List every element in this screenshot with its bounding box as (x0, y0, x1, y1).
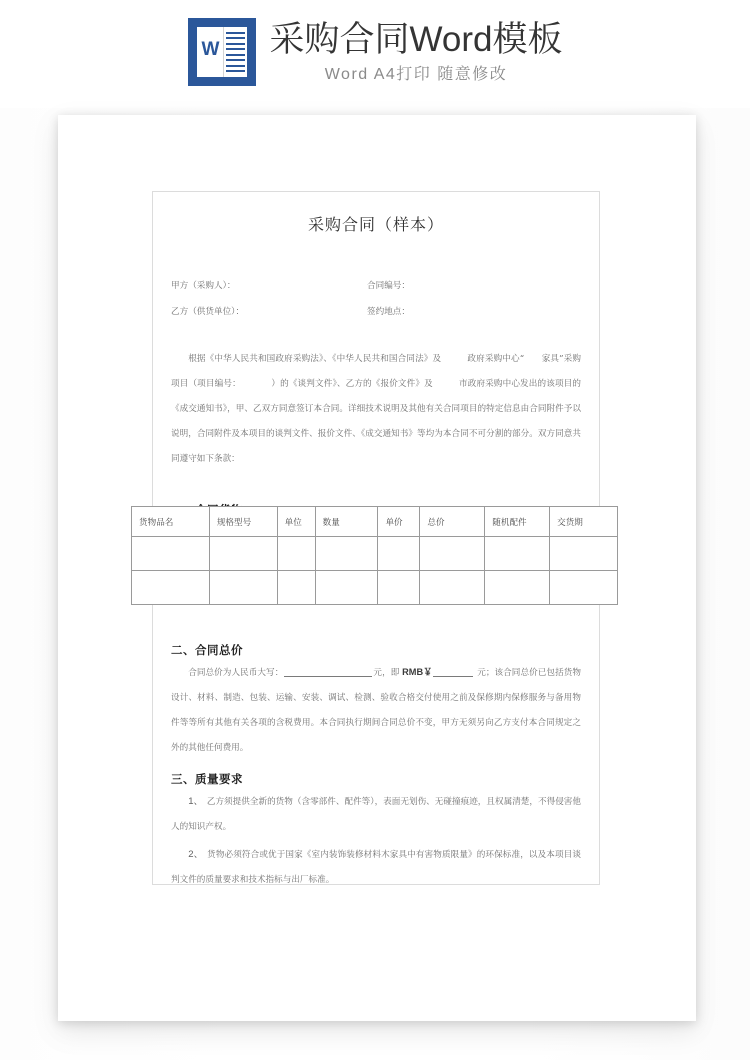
table-cell[interactable] (315, 571, 378, 605)
quality-item-text: 乙方须提供全新的货物（含零部件、配件等），表面无划伤、无碰撞痕迹，且权属清楚，不得侵害他人的知识产权。 (171, 797, 581, 832)
amount-blank-chinese (284, 676, 372, 677)
party-info-block (171, 273, 581, 325)
signing-place-label: 签约地点： (367, 307, 410, 317)
table-cell[interactable] (485, 571, 550, 605)
section-heading-total-price: 二、合同总价 (171, 643, 243, 657)
banner-text-group (270, 18, 563, 86)
table-cell[interactable] (209, 571, 277, 605)
rmb-symbol: RMB￥ (402, 667, 433, 677)
party-row (171, 299, 581, 325)
table-cell[interactable] (378, 571, 420, 605)
table-header-cell: 单价 (378, 507, 420, 537)
table-row (132, 537, 618, 571)
banner-inner (188, 18, 563, 86)
table-cell[interactable] (132, 571, 210, 605)
quality-item-number: 1、 (188, 796, 199, 807)
table-cell[interactable] (277, 571, 315, 605)
contract-number-label: 合同编号： (367, 281, 410, 291)
word-icon-letter: W (201, 39, 220, 60)
table-cell[interactable] (550, 537, 618, 571)
total-price-text-3: 元；该合同总价已包括货物设计、材料、制造、包装、运输、安装、调试、检测、验收合格交付使用之前及保修期内保修服务与备用物件等等所有其他有关各项的含税费用。本合同执行期间合同总价不变，甲方无须另向乙方支付本合同规定之外的其他任何费用。 (171, 668, 581, 753)
total-price-text-2: 元，即 (373, 668, 400, 678)
quality-item (171, 842, 581, 893)
table-header-cell: 交货期 (550, 507, 618, 537)
quality-item-text: 货物必须符合或优于国家《室内装饰装修材料木家具中有害物质限量》的环保标准，以及本项目谈判文件的质量要求和技术指标与出厂标准。 (171, 850, 581, 885)
total-price-text-1: 合同总价为人民币大写： (188, 668, 284, 678)
party-supplier-label: 乙方（供货单位）： (171, 307, 245, 317)
table-cell[interactable] (420, 537, 485, 571)
section-heading-quality: 三、质量要求 (171, 772, 243, 786)
promo-banner (0, 0, 750, 108)
table-cell[interactable] (550, 571, 618, 605)
banner-subtitle: Word A4打印 随意修改 (324, 66, 508, 83)
table-header-cell: 随机配件 (485, 507, 550, 537)
preamble-paragraph: 根据《中华人民共和国政府采购法》、《中华人民共和国合同法》及 政府采购中心“ 家具”采购项目（项目编号： ）的《谈判文件》、乙方的《报价文件》及 市政府采购中心发出的该项目的《成交通知书》，甲、乙双方同意签订本合同。详细技术说明及其他有关合同项目的特定信息由合同附件予以说明，合同附件及本项目的谈判文件、报价文件、《成交通知书》等均为本合同不可分割的部分。双方同意共同遵守如下条款： (171, 354, 581, 464)
word-icon-text-lines (226, 32, 245, 72)
table-header-cell: 总价 (420, 507, 485, 537)
table-cell[interactable] (420, 571, 485, 605)
total-price-paragraph (171, 660, 581, 761)
table-header-cell: 单位 (277, 507, 315, 537)
word-document-icon (188, 18, 256, 86)
goods-table (131, 506, 618, 605)
party-row (171, 273, 581, 299)
table-cell[interactable] (315, 537, 378, 571)
table-cell[interactable] (277, 537, 315, 571)
document-title: 采购合同（样本） (307, 215, 444, 234)
table-cell[interactable] (378, 537, 420, 571)
table-header-cell: 数量 (315, 507, 378, 537)
quality-item (171, 789, 581, 840)
banner-title: 采购合同Word模板 (269, 20, 563, 59)
table-header-cell: 规格型号 (209, 507, 277, 537)
table-cell[interactable] (485, 537, 550, 571)
table-cell[interactable] (132, 537, 210, 571)
quality-item-number: 2、 (188, 849, 199, 860)
table-row (132, 571, 618, 605)
document-page (58, 115, 696, 1021)
table-cell[interactable] (209, 537, 277, 571)
table-header-row (132, 507, 618, 537)
amount-blank-numeric (433, 676, 473, 677)
party-buyer-label: 甲方（采购人）： (171, 281, 236, 291)
table-header-cell: 货物品名 (132, 507, 210, 537)
